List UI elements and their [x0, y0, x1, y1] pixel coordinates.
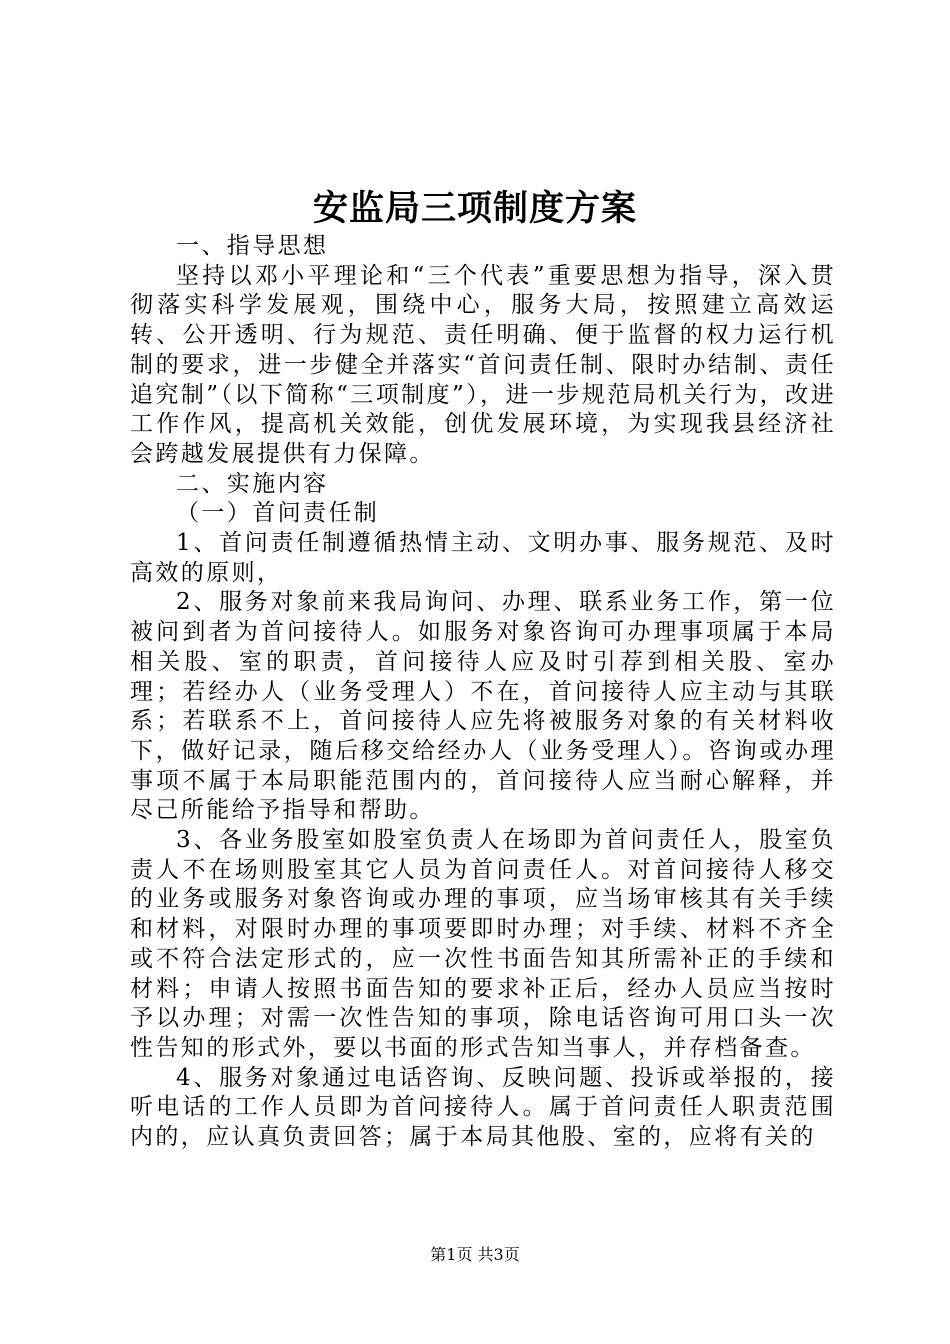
section-heading: 二、实施内容	[176, 470, 329, 497]
document-title: 安监局三项制度方案	[312, 188, 637, 229]
subsection-heading: （一）首问责任制	[176, 500, 380, 527]
body-paragraph: 坚持以邓小平理论和“三个代表”重要思想为指导，深入贯彻落实科学发展观，围绕中心，服务大局，按照建立高效运转、公开透明、行为规范、责任明确、便于监督的权力运行机制的要求，进一步健全并落实“首问责任制、限时办结制、责任追究制”（以下简称“三项制度”），进一步规范局机关行为，改进工作作风，提高机关效能，创优发展环境，为实现我县经济社会跨越发展提供有力保障。	[130, 262, 836, 467]
body-paragraph: 4、服务对象通过电话咨询、反映问题、投诉或举报的，接听电话的工作人员即为首问接待人。属于首问责任人职责范围内的，应认真负责回答；属于本局其他股、室的，应将有关的	[130, 1064, 836, 1151]
section-heading: 一、指导思想	[176, 233, 329, 259]
body-paragraph: 2、服务对象前来我局询问、办理、联系业务工作，第一位被问到者为首问接待人。如服务对象咨询可办理事项属于本局相关股、室的职责，首问接待人应及时引荐到相关股、室办理；若经办人（业务受理人）不在，首问接待人应主动与其联系；若联系不上，首问接待人应先将被服务对象的有关材料收下，做好记录，随后移交给经办人（业务受理人）。咨询或办理事项不属于本局职能范围内的，首问接待人应当耐心解释，并尽己所能给予指导和帮助。	[130, 589, 836, 824]
body-paragraph: 3、各业务股室如股室负责人在场即为首问责任人，股室负责人不在场则股室其它人员为首问责任人。对首问接待人移交的业务或服务对象咨询或办理的事项，应当场审核其有关手续和材料，对限时办理的事项要即时办理；对手续、材料不齐全或不符合法定形式的，应一次性书面告知其所需补正的手续和材料；申请人按照书面告知的要求补正后，经办人员应当按时予以办理；对需一次性告知的事项，除电话咨询可用口头一次性告知的形式外，要以书面的形式告知当事人，并存档备查。	[130, 827, 836, 1061]
page-footer: 第1页 共3页	[430, 1245, 520, 1264]
body-paragraph: 1、首问责任制遵循热情主动、文明办事、服务规范、及时高效的原则，	[130, 530, 836, 586]
document-body	[130, 232, 836, 1153]
